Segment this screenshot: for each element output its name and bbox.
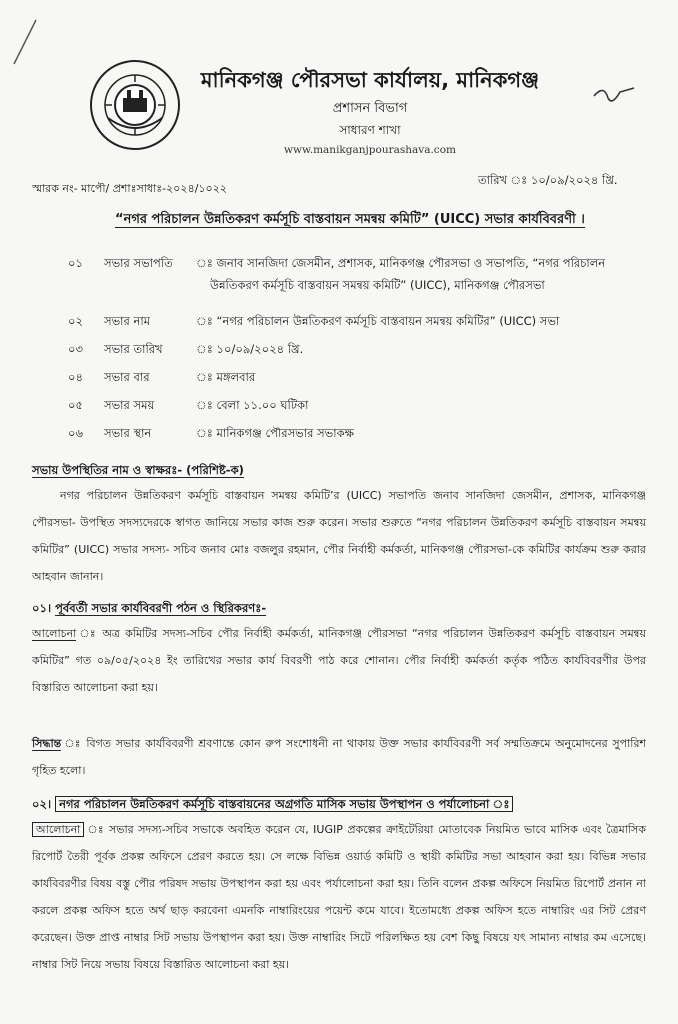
division-name: প্রশাসন বিভাগ [332,101,408,116]
section-1-decision [32,730,646,784]
discussion-text: ঃ সভার সদস্য-সচিব সভাকে অবহিত করেন যে, IUGIP প্রকল্পের ক্রাইটেরিয়া মোতাবেক নিয়মিত ভাবে মাসিক এবং ত্রৈমাসিক রিপোর্ট তৈরী পূর্বক প্রকল্প অফিসে প্রেরণ করতে হয়। সে লক্ষে বিভিন্ন ওয়ার্ড কমিটি ও স্থায়ী কমিটির সভা আহবান করা হয়। বিভিন্ন সভার কার্যবিবরণীর বিষয় বস্তু পৌর পরিষদ সভায় উপস্থাপন করা হয় এবং পর্যালোচনা করা হয়। তিনি বলেন প্রকল্প অফিসে নিয়মিত রিপোর্ট প্রনান না করলে প্রকল্প অফিস হতে অর্থ ছাড় করবেনা এমনকি নাম্বারিংয়ের পয়েন্ট কমে যাবে। ইতোমধ্যে প্রকল্প অফিস হতে নাম্বারিং এর সিট প্রেরণ করেছেন। উক্ত প্রাপ্ত নাম্বার সিট সভায় উপস্থাপন করা হয়। উক্ত নাম্বারিং সিটে পরিলক্ষিত হয় বেশ কিছু বিষয়ে যৎ সামান্য নাম্বার কম এসেছে। নাম্বার সিট নিয়ে সভায় বিষয়ে বিস্তারিত আলোচনা করা হয়। [32,823,646,971]
info-label: সভার তারিখ [104,342,163,356]
document-subject [50,210,650,231]
decision-text: ঃ বিগত সভার কার্যবিবরণী শ্রবণান্তে কোন রুপ সংশোধনী না থাকায় উক্ত সভার কার্যবিবরণী সর্ব সম্মতিক্রমে অনুমোদনের সুপারিশ গৃহিত হলো। [32,737,647,777]
info-value-cont: উন্নতিকরণ কর্মসূচি বাস্তবায়ন সমন্বয় কমিটি” (UICC), মানিকগঞ্জ পৌরসভা [210,278,545,292]
info-value: ঃ বেলা ১১.০০ ঘটিকা [196,398,309,412]
section-1-discussion [32,620,646,701]
info-num: ০২ [68,314,83,328]
section-1-title: পূর্ববর্তী সভার কার্যবিবরণী পঠন ও স্থিরিকরণঃ- [55,601,267,615]
info-num: ০৪ [68,370,83,384]
subject-text: “নগর পরিচালন উন্নতিকরণ কর্মসূচি বাস্তবায়ন সমন্বয় কমিটি” (UICC) সভার কার্যবিবরণী । [115,212,585,227]
office-title: মানিকগঞ্জ পৌরসভা কার্যালয়, মানিকগঞ্জ [200,68,540,92]
info-num: ০৫ [68,398,83,412]
info-label: সভার স্থান [104,426,152,440]
signature-mark [590,78,640,108]
info-value: ঃ জনাব সানজিদা জেসমীন, প্রশাসক, মানিকগঞ্জ পৌরসভা ও সভাপতি, “নগর পরিচালন [196,256,606,270]
municipality-seal-logo [88,58,182,152]
section-1-number: ০১। [32,601,52,615]
section-2-title: নগর পরিচালন উন্নতিকরণ কর্মসূচি বাস্তবায়নের অগ্রগতি মাসিক সভায় উপস্থাপন ও পর্যালোচনা ঃ [55,796,513,812]
discussion-text: ঃ অত্র কমিটির সদস্য-সচিব পৌর নির্বাহী কর্মকর্তা, মানিকগঞ্জ পৌরসভা “নগর পরিচালন উন্নতিকরণ কর্মসূচি বাস্তবায়ন সমন্বয় কমিটির” গত ০৯/০৫/২০২৪ ইং তারিখের সভার কার্য বিবরণী পাঠ করে শোনান। পৌর নির্বাহী কর্মকর্তা কর্তৃক পঠিত কার্যবিবরণীর উপর বিস্তারিত আলোচনা করা হয়। [32,627,646,694]
attendance-heading-text: সভায় উপস্থিতির নাম ও স্বাক্ষরঃ- (পরিশিষ্ট-ক) [32,463,244,477]
info-label: সভার নাম [104,314,151,328]
info-num: ০৬ [68,426,83,440]
website-link[interactable]: www.manikganjpourashava.com [284,144,456,156]
info-value: ঃ “নগর পরিচালন উন্নতিকরণ কর্মসূচি বাস্তবায়ন সমন্বয় কমিটির” (UICC) সভা [196,314,560,328]
branch-name: সাধারণ শাখা [339,123,401,137]
memo-date: তারিখ ঃ ১০/০৯/২০২৪ খ্রি. [478,173,618,187]
info-value: ঃ মানিকগঞ্জ পৌরসভার সভাকক্ষ [196,426,354,440]
info-label: সভার বার [104,370,150,384]
info-value: ঃ ১০/০৯/২০২৪ খ্রি. [196,342,304,356]
pen-mark [6,18,46,68]
info-label: সভার সভাপতি [104,256,173,270]
info-num: ০১ [68,256,83,270]
attendance-heading [32,462,244,481]
section-2-heading [32,796,513,815]
intro-paragraph: নগর পরিচালন উন্নতিকরণ কর্মসূচি বাস্তবায়ন সমন্বয় কমিটি’র (UICC) সভাপতি জনাব সানজিদা জেসমীন, প্রশাসক, মানিকগঞ্জ পৌরসভা- উপস্থিত সদস্যদেরকে স্বাগত জানিয়ে সভার কাজ শুরু করেন। সভার শুরুতে “নগর পরিচালন উন্নতিকরণ কর্মসূচি বাস্তবায়ন সমন্বয় কমিটির” (UICC) সভার সদস্য- সচিব জনাব মোঃ বজলুর রহমান, পৌর নির্বাহী কর্মকর্তা, মানিকগঞ্জ পৌরসভা-কে কমিটির কার্যক্রম শুরু করার আহবান জানান। [32,489,646,583]
section-2-number: ০২। [32,797,52,811]
info-label: সভার সময় [104,398,155,412]
section-2-discussion [32,816,646,978]
memo-number: স্মারক নং- মাপৌ/ প্রশাঃসাধাঃ-২০২৪/১০২২ [32,182,228,195]
discussion-label: আলোচনা [32,822,84,837]
discussion-label: আলোচনা [32,627,77,640]
section-1-heading [32,600,266,619]
info-num: ০৩ [68,342,83,356]
decision-label: সিদ্ধান্ত [32,737,62,750]
info-value: ঃ মঙ্গলবার [196,370,256,384]
